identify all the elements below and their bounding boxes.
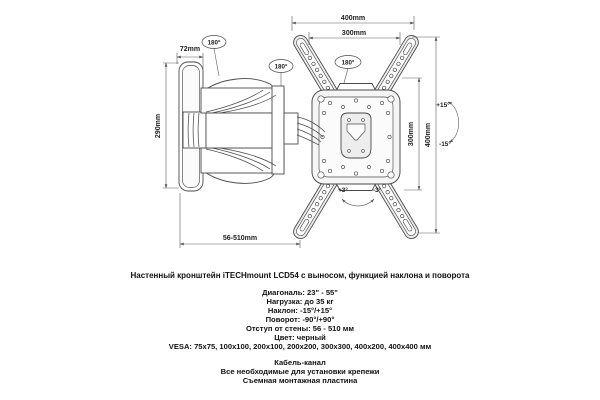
dim-label-outer-width: 400mm [340,15,366,22]
dimension-inner-width [309,30,400,45]
swivel-badge-1-label: 180° [207,39,221,47]
dim-label-outer-height: 400mm [425,122,432,148]
feature-removable-plate: Съемная монтажная пластина [242,376,358,385]
feature-hardware-included: Все необходимые для установки крепежи [220,367,380,376]
level-right-label: -3° [372,187,382,194]
tilt-up-label: +15° [436,102,450,109]
dimension-outer-height [412,37,440,233]
dimension-inner-height [402,78,422,190]
dimension-outer-width [292,15,414,31]
vesa-plate [312,84,400,191]
spec-diagonal: Диагональ: 23" - 55" [262,288,338,297]
side-view-bracket [179,62,298,191]
level-left-label: +3° [338,187,348,194]
spec-vesa: VESA: 75x75, 100x100, 200x100, 200x200, 300x300, 400x200, 400x400 мм [168,342,432,351]
swivel-badge-plate [335,56,361,84]
product-title: Настенный кронштейн iTECHmount LCD54 с выносом, функцией наклона и поворота [130,271,470,280]
swivel-badge-2-label: 180° [274,63,288,71]
dimension-extension-range [180,193,300,248]
swivel-badge-1 [202,36,226,77]
feature-list [0,358,600,385]
feature-cable-channel: Кабель-канал [274,358,326,367]
swivel-badge-2 [269,60,293,87]
swivel-badge-plate-label: 180° [341,59,355,67]
dim-label-inner-height: 300mm [408,121,415,147]
tilt-angle-callout [436,101,458,148]
dim-label-arm-depth: 72mm [179,46,201,53]
spec-tilt: Наклон: -15°/+15° [267,306,333,315]
dim-label-extension-range: 56-510mm [222,235,258,242]
tilt-down-label: -15° [439,141,451,148]
spec-load: Нагрузка: до 35 кг [266,297,334,306]
spec-color: Цвет: черный [274,333,326,342]
dim-label-inner-width: 300mm [341,30,367,37]
spec-swivel: Поворот: -90°/+90° [265,315,335,324]
spec-wall-distance: Отступ от стены: 56 - 510 мм [246,324,354,333]
dim-label-plate-height: 290mm [155,113,162,139]
dimension-plate-height [155,63,179,188]
spec-list [0,288,600,351]
